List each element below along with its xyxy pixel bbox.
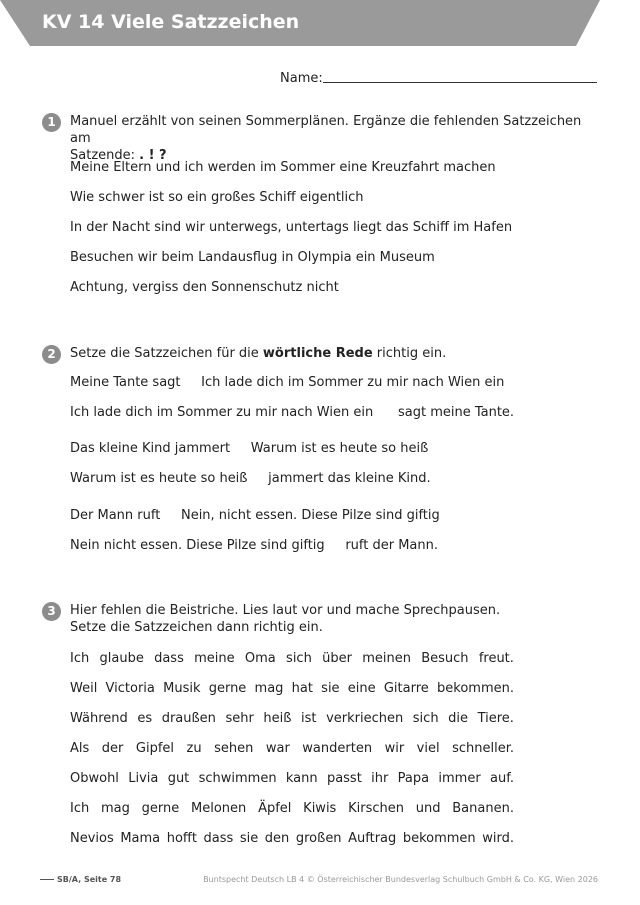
task-1-instruction-line1: Manuel erzählt von seinen Sommerplänen. Ergänze die fehlenden Satzzeichen am xyxy=(70,114,582,146)
word: sich xyxy=(286,651,312,666)
word: Bananen. xyxy=(452,801,514,816)
word: wird. xyxy=(482,831,514,846)
word: ihr xyxy=(371,771,389,786)
task-3-sentence-7 xyxy=(70,831,514,846)
task-3-sentence-5 xyxy=(70,771,514,786)
word: Äpfel xyxy=(258,801,292,816)
word: den xyxy=(264,831,290,846)
word: über xyxy=(322,651,352,666)
task-2-badge: 2 xyxy=(42,345,61,364)
task-3-sentence-2 xyxy=(70,681,514,696)
task-1-instruction xyxy=(70,113,590,164)
name-field[interactable] xyxy=(323,82,597,83)
word: Musik xyxy=(163,681,201,696)
word: Besuch xyxy=(421,651,469,666)
word: Melonen xyxy=(191,801,247,816)
arrow-right-icon xyxy=(40,879,54,880)
word: bekommen xyxy=(402,831,476,846)
word: es xyxy=(137,711,153,726)
task-1-instruction-line2: Satzende: xyxy=(70,148,140,163)
word: Während xyxy=(70,711,128,726)
word: Papa xyxy=(397,771,430,786)
word: kann xyxy=(285,771,318,786)
word: und xyxy=(415,801,441,816)
word: schneller. xyxy=(452,741,514,756)
word: Kirschen xyxy=(348,801,404,816)
word: Ich xyxy=(70,801,90,816)
word: dass xyxy=(203,831,234,846)
footer-copyright: Buntspecht Deutsch LB 4 © Österreichischer Bundesverlag Schulbuch GmbH & Co. KG, Wien 2026 xyxy=(203,875,598,884)
word: Ich xyxy=(70,651,90,666)
word: Kiwis xyxy=(303,801,337,816)
task-3-badge: 3 xyxy=(42,602,61,621)
word: großen xyxy=(295,831,342,846)
task-1-marks: . ! ? xyxy=(139,148,167,163)
task-1-sentence-2: Wie schwer ist so ein großes Schiff eigentlich xyxy=(70,190,364,205)
word: gut xyxy=(167,771,190,786)
word: mag xyxy=(101,801,130,816)
task-2-instruction xyxy=(70,345,590,362)
word: Victoria xyxy=(105,681,155,696)
word: glaube xyxy=(99,651,144,666)
task-2-instruction-bold: wörtliche Rede xyxy=(262,346,373,361)
task-2-sentence-5: Der Mann ruft Nein, nicht essen. Diese Pilze sind giftig xyxy=(70,508,440,523)
word: mag xyxy=(254,681,284,696)
word: Tiere. xyxy=(477,711,514,726)
word: Weil xyxy=(70,681,98,696)
word: sie xyxy=(239,831,259,846)
page-title: KV 14 Viele Satzzeichen xyxy=(42,11,300,33)
footer-reference-text: SB/A, Seite 78 xyxy=(57,875,122,884)
word: dass xyxy=(154,651,184,666)
word: immer xyxy=(438,771,481,786)
word: sehen xyxy=(214,741,254,756)
task-1-sentence-5: Achtung, vergiss den Sonnenschutz nicht xyxy=(70,280,339,295)
word: Gipfel xyxy=(135,741,175,756)
task-3-instruction-line1: Hier fehlen die Beistriche. Lies laut vor und mache Sprechpausen. xyxy=(70,603,501,618)
word: Als xyxy=(70,741,90,756)
word: meine xyxy=(194,651,235,666)
word: ist xyxy=(301,711,317,726)
word: sich xyxy=(412,711,439,726)
word: Auftrag xyxy=(348,831,397,846)
word: wir xyxy=(384,741,405,756)
word: Gitarre xyxy=(383,681,429,696)
word: schwimmen xyxy=(198,771,277,786)
task-2-instruction-pre: Setze die Satzzeichen für die xyxy=(70,346,263,361)
word: viel xyxy=(416,741,440,756)
word: Obwohl xyxy=(70,771,119,786)
task-3-instruction xyxy=(70,602,590,636)
task-3-sentence-4 xyxy=(70,741,514,756)
task-1-badge: 1 xyxy=(42,113,61,132)
footer-reference xyxy=(40,875,121,884)
word: Oma xyxy=(244,651,276,666)
word: gerne xyxy=(141,801,180,816)
word: auf. xyxy=(490,771,514,786)
word: eine xyxy=(347,681,376,696)
task-1-sentence-3: In der Nacht sind wir unterwegs, untertags liegt das Schiff im Hafen xyxy=(70,220,513,235)
word: Mama xyxy=(120,831,161,846)
word: bekommen. xyxy=(437,681,514,696)
word: verkriechen xyxy=(326,711,404,726)
word: gerne xyxy=(208,681,247,696)
task-2-sentence-2: Ich lade dich im Sommer zu mir nach Wien ein sagt meine Tante. xyxy=(70,405,515,420)
task-1-sentence-4: Besuchen wir beim Landausflug in Olympia ein Museum xyxy=(70,250,435,265)
word: zu xyxy=(186,741,202,756)
task-3-instruction-line2: Setze die Satzzeichen dann richtig ein. xyxy=(70,620,323,635)
word: die xyxy=(448,711,468,726)
word: der xyxy=(101,741,124,756)
task-3-sentence-6 xyxy=(70,801,514,816)
word: sie xyxy=(321,681,340,696)
word: Livia xyxy=(128,771,159,786)
task-2-instruction-post: richtig ein. xyxy=(372,346,447,361)
word: Nevios xyxy=(70,831,114,846)
word: sehr xyxy=(225,711,254,726)
task-2-sentence-3: Das kleine Kind jammert Warum ist es heute so heiß xyxy=(70,441,429,456)
word: passt xyxy=(326,771,362,786)
word: draußen xyxy=(161,711,216,726)
word: hat xyxy=(291,681,313,696)
word: heiß xyxy=(263,711,292,726)
task-2-sentence-1: Meine Tante sagt Ich lade dich im Sommer zu mir nach Wien ein xyxy=(70,375,505,390)
task-2-sentence-6: Nein nicht essen. Diese Pilze sind giftig ruft der Mann. xyxy=(70,538,438,553)
name-label: Name: xyxy=(280,71,323,86)
word: war xyxy=(265,741,290,756)
word: hofft xyxy=(166,831,197,846)
task-1-sentence-1: Meine Eltern und ich werden im Sommer eine Kreuzfahrt machen xyxy=(70,160,496,175)
task-3-sentence-1 xyxy=(70,651,514,666)
word: freut. xyxy=(478,651,514,666)
task-3-sentence-3 xyxy=(70,711,514,726)
word: meinen xyxy=(362,651,411,666)
task-2-sentence-4: Warum ist es heute so heiß jammert das kleine Kind. xyxy=(70,471,431,486)
word: wanderten xyxy=(302,741,373,756)
